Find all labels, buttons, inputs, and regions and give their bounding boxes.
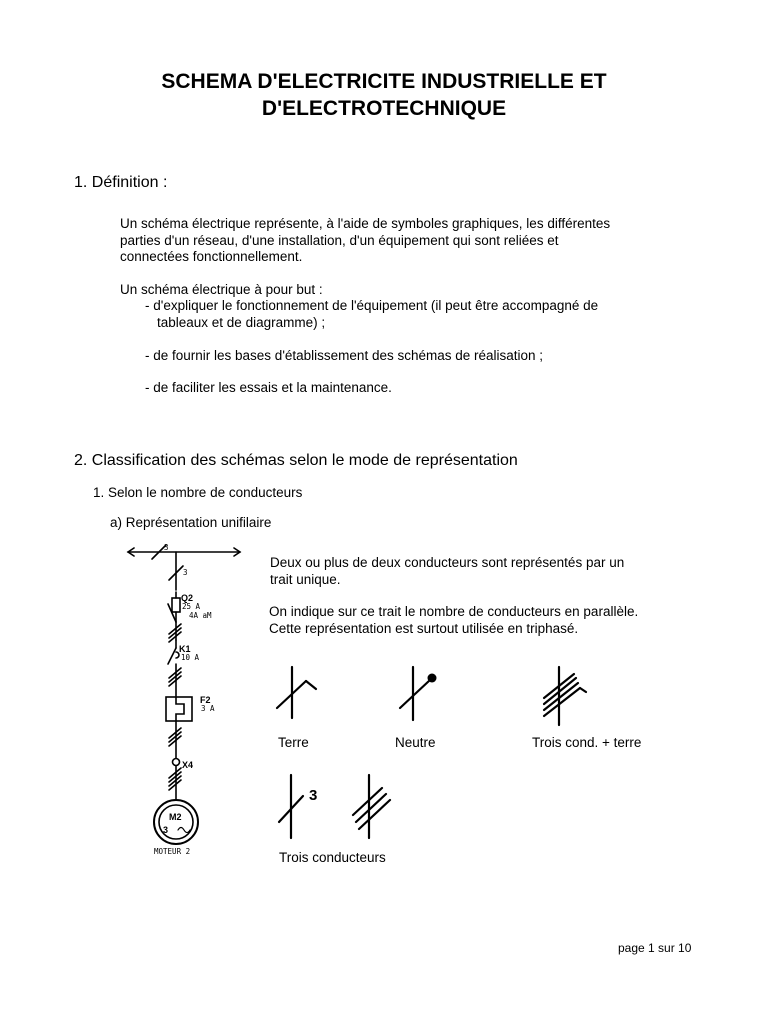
f2-rating: 3 A (201, 704, 215, 713)
neutral-dot-icon (428, 674, 437, 683)
definition-line: connectées fonctionnellement. (120, 249, 303, 264)
purpose-bullet-3: - de faciliter les essais et la maintenance. (145, 380, 392, 395)
motor-caption: MOTEUR 2 (154, 847, 191, 856)
description-line: trait unique. (270, 571, 341, 587)
section-1-heading: 1. Définition : (74, 174, 168, 191)
q2-rating-2: 4A aM (189, 611, 212, 620)
purpose-bullet-1-line-1: - d'expliquer le fonctionnement de l'équipement (il peut être accompagné de (145, 298, 599, 313)
section-2-heading: 2. Classification des schémas selon le mode de représentation (74, 452, 518, 469)
symbol-caption-neutral: Neutre (395, 735, 436, 750)
document-title-line-2: D'ELECTROTECHNIQUE (261, 97, 507, 120)
x4-label: X4 (182, 760, 194, 770)
page-number: page 1 sur 10 (618, 941, 692, 955)
definition-line: Un schéma électrique représente, à l'aide de symboles graphiques, les différentes (120, 216, 611, 231)
three-count-mark: 3 (309, 787, 318, 804)
purpose-bullet-1-line-2: tableaux et de diagramme) ; (157, 315, 326, 330)
description-line: Cette représentation est surtout utilisée en triphasé. (269, 620, 579, 636)
three-conductors-count-symbol-icon (279, 775, 303, 838)
purpose-intro: Un schéma électrique à pour but : (120, 282, 323, 297)
motor-label: M2 (169, 812, 182, 822)
subsection-1-heading: 1. Selon le nombre de conducteurs (93, 485, 303, 500)
document-title-line-1: SCHEMA D'ELECTRICITE INDUSTRIELLE ET (161, 70, 607, 93)
subsection-a-heading: a) Représentation unifilaire (110, 515, 272, 530)
q2-label: Q2 (181, 593, 194, 603)
drop-conductor-count: 3 (183, 568, 188, 577)
neutral-conductor-symbol-icon (400, 667, 430, 720)
purpose-bullet-2: - de fournir les bases d'établissement des schémas de réalisation ; (145, 348, 544, 363)
symbol-caption-three-conductors: Trois conducteurs (279, 850, 386, 865)
three-conductors-earth-symbol-icon (544, 667, 586, 725)
motor-phase: 3 (163, 825, 169, 835)
q2-rating-1: 25 A (182, 602, 201, 611)
k1-label: K1 (179, 644, 191, 654)
symbol-caption-earth: Terre (278, 735, 309, 750)
symbol-caption-three-earth: Trois cond. + terre (532, 735, 642, 750)
three-conductors-strokes-symbol-icon (353, 775, 390, 838)
definition-line: parties d'un réseau, d'une installation, d'un équipement qui sont reliées et (120, 232, 559, 248)
k1-rating: 10 A (181, 653, 200, 662)
f2-label: F2 (200, 695, 211, 705)
earth-conductor-symbol-icon (277, 667, 316, 718)
bus-conductor-count: 3 (164, 543, 169, 552)
description-line: Deux ou plus de deux conducteurs sont représentés par un (270, 555, 625, 570)
description-line: On indique sur ce trait le nombre de conducteurs en parallèle. (269, 604, 639, 619)
